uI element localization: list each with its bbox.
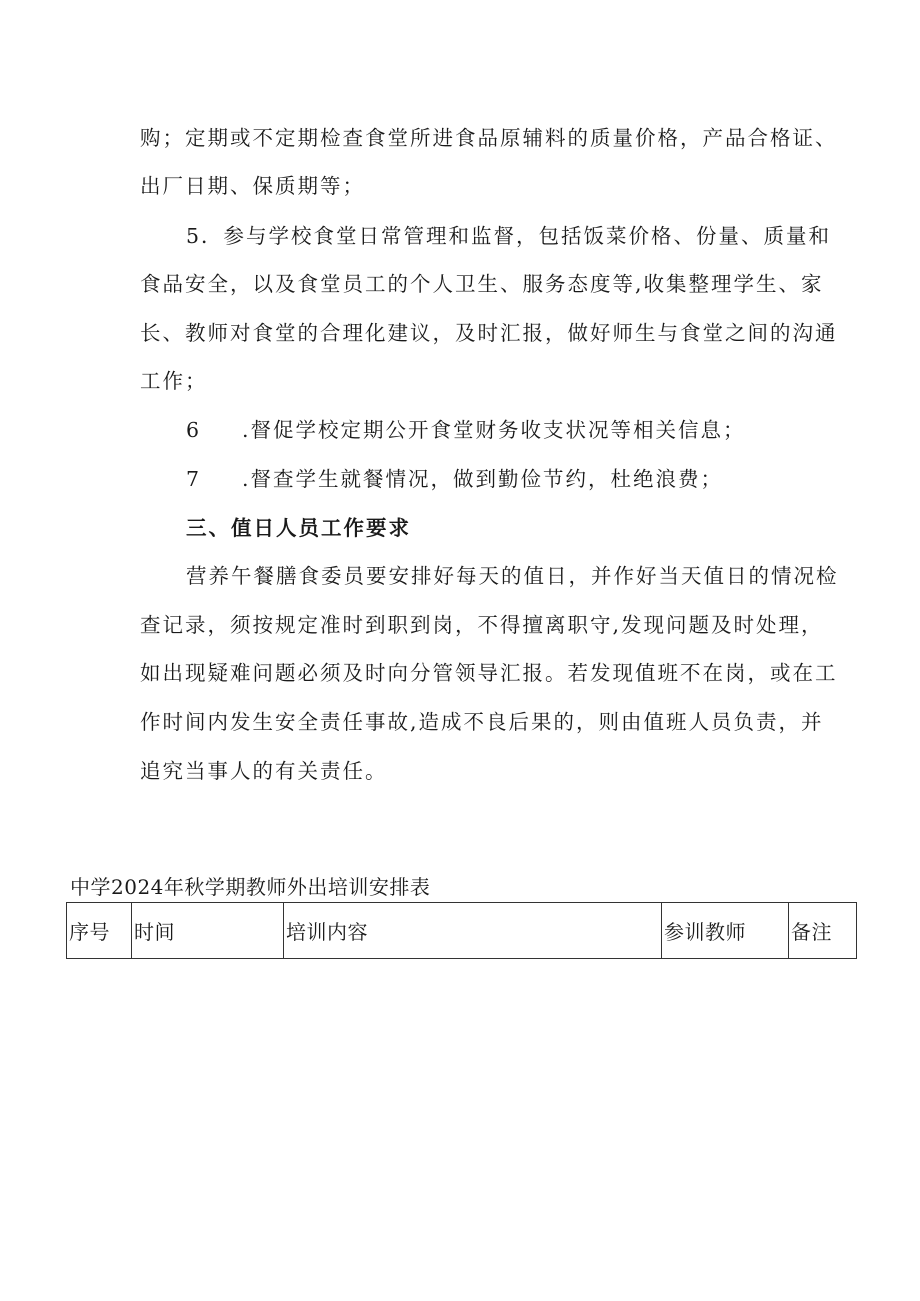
section-heading-duty-requirements: 三、值日人员工作要求 <box>186 516 411 540</box>
duty-para-line-1: 营养午餐膳食委员要安排好每天的值日，并作好当天值日的情况检 <box>186 564 839 588</box>
item-7-number: 7 <box>186 467 202 491</box>
duty-para-line-3: 如出现疑难问题必须及时向分管领导汇报。若发现值班不在岗，或在工 <box>140 661 838 685</box>
table-title: 中学2024年秋学期教师外出培训安排表 <box>70 875 431 899</box>
header-cell-index: 序号 <box>67 903 132 959</box>
item-6-text: .督促学校定期公开食堂财务收支状况等相关信息； <box>242 418 746 442</box>
duty-para-line-5: 追究当事人的有关责任。 <box>140 759 388 783</box>
header-cell-content: 培训内容 <box>284 903 662 959</box>
text-line-2: 出厂日期、保质期等； <box>140 174 365 198</box>
item-6 <box>186 416 746 444</box>
duty-para-line-2: 查记录，须按规定准时到职到岗，不得擅离职守,发现问题及时处理， <box>140 613 824 637</box>
item-5-line-2: 食品安全，以及食堂员工的个人卫生、服务态度等,收集整理学生、家 <box>140 272 824 296</box>
item-5-line-3: 长、教师对食堂的合理化建议，及时汇报，做好师生与食堂之间的沟通 <box>140 321 838 345</box>
item-5-line-1: 5．参与学校食堂日常管理和监督，包括饭菜价格、份量、质量和 <box>186 224 832 248</box>
item-5-line-4: 工作； <box>140 369 208 393</box>
training-schedule-table <box>66 902 857 959</box>
item-7 <box>186 465 723 493</box>
table-header-row <box>67 903 857 959</box>
item-6-number: 6 <box>186 418 202 442</box>
header-cell-teacher: 参训教师 <box>662 903 789 959</box>
text-line-1: 购；定期或不定期检查食堂所进食品原辅料的质量价格，产品合格证、 <box>140 126 838 150</box>
duty-para-line-4: 作时间内发生安全责任事故,造成不良后果的，则由值班人员负责，并 <box>140 710 824 734</box>
header-cell-notes: 备注 <box>789 903 857 959</box>
item-7-text: .督查学生就餐情况，做到勤俭节约，杜绝浪费； <box>242 467 724 491</box>
header-cell-time: 时间 <box>132 903 284 959</box>
